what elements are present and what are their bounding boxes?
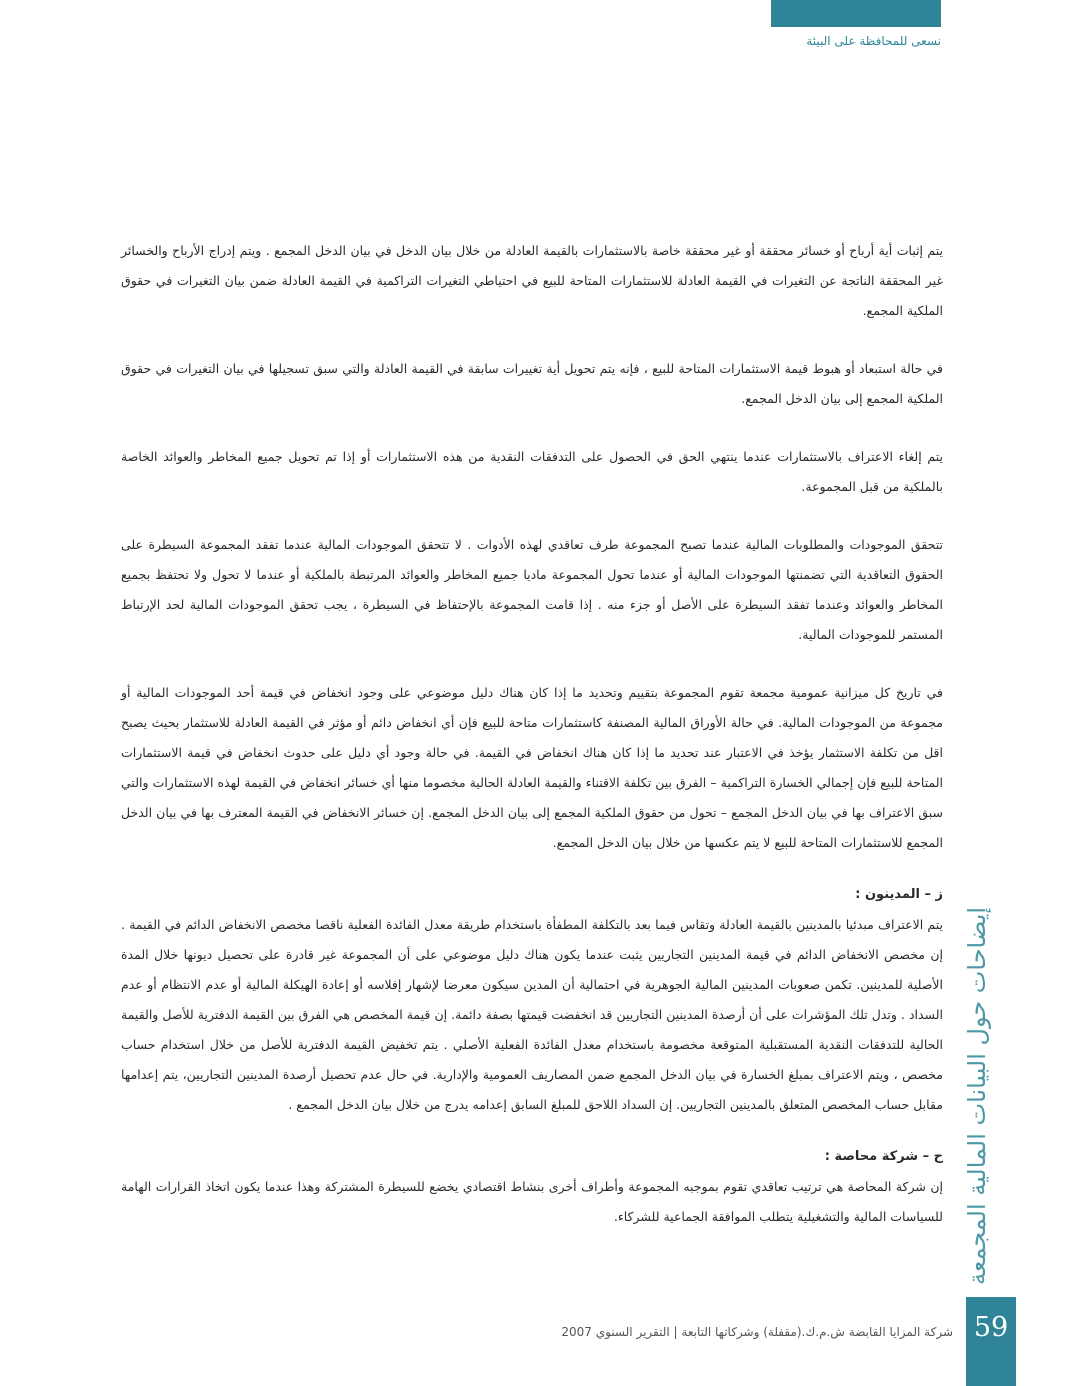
page-number: 59 bbox=[973, 1312, 1009, 1343]
paragraph-debtors: يتم الاعتراف مبدئيا بالمدينين بالقيمة العادلة وتقاس فيما بعد بالتكلفة المطفأة باستخدام طريقة معدل الفائدة الفعلية ناقصا مخصص الانخفاض الدائم في القيمة . إن مخصص الانخفاض الدائم في قيمة المدينين التجاريين يثبت عندما يكون هناك دليل موضوعي على أن المجموعة غير قادرة على تحصيل ديونها خلال المدة الأصلية للمدينين. تكمن صعوبات المدينين المالية الجوهرية في احتمالية أن المدين سيكون معرضا لإشهار إفلاسه أو إعادة الهيكلة المالية أو عدم الانتظام أو عدم السداد . وتدل تلك المؤشرات على أن أرصدة المدينين التجاريين قد انخفضت قيمتها بصفة دائمة. إن قيمة المخصص هي الفرق بين القيمة الدفترية للأصل والقيمة الحالية للتدفقات النقدية المستقبلية المتوقعة مخصومة باستخدام معدل الفائدة الفعلية الأصلي . يتم تخفيض القيمة الدفترية للأصل من خلال استخدام حساب مخصص ، ويتم الاعتراف بمبلغ الخسارة في بيان الدخل المجمع ضمن المصاريف العمومية والإدارية. في حال عدم تحصيل أرصدة المدينين التجاريين، يتم إعدامها مقابل حساب المخصص المتعلق بالمدينين التجاريين. إن السداد اللاحق للمبلغ السابق إعدامه يدرج من خلال بيان الدخل المجمع . bbox=[121, 917, 943, 1112]
main-content bbox=[121, 236, 943, 1232]
paragraph-disposal-of-investments: في حالة استبعاد أو هبوط قيمة الاستثمارات المتاحة للبيع ، فإنه يتم تحويل أية تغييرات سابقة في القيمة العادلة والتي سبق تسجيلها في بيان التغيرات في حقوق الملكية المجمع إلى بيان الدخل المجمع. bbox=[121, 361, 943, 406]
side-section-title: إيضاحات حول البيانات المالية المجمعة bbox=[963, 906, 991, 1285]
paragraph-joint-venture: إن شركة المحاصة هي ترتيب تعاقدي تقوم بموجبه المجموعة وأطراف أخرى بنشاط اقتصادي يخضع للسيطرة المشتركة وهذا عندما يكون اتخاذ القرارات الهامة للسياسات المالية والتشغيلية يتطلب الموافقة الجماعية للشركاء. bbox=[121, 1179, 943, 1224]
page-number-badge bbox=[966, 1297, 1016, 1386]
paragraph-derecognition-of-investments: يتم إلغاء الاعتراف بالاستثمارات عندما ينتهي الحق في الحصول على التدفقات النقدية من هذه الاستثمارات أو إذا تم تحويل جميع المخاطر والعوائد الخاصة بالملكية من قبل المجموعة. bbox=[121, 449, 943, 494]
footer-company-report: شركة المزايا القابضة ش.م.ك.(مقفلة) وشركاتها التابعة | التقرير السنوي 2007 bbox=[561, 1325, 953, 1339]
paragraph-fair-value-gains: يتم إثبات أية أرباح أو خسائر محققة أو غير محققة خاصة بالاستثمارات بالقيمة العادلة من خلال بيان الدخل في بيان الدخل المجمع . ويتم إدراج الأرباح والخسائر غير المحققة الناتجة عن التغيرات في القيمة العادلة للاستثمارات المتاحة للبيع في احتياطي التغيرات التراكمية في القيمة العادلة ضمن بيان التغيرات في حقوق الملكية المجمع. bbox=[121, 243, 943, 318]
paragraph-impairment: في تاريخ كل ميزانية عمومية مجمعة تقوم المجموعة بتقييم وتحديد ما إذا كان هناك دليل موضوعي على وجود انخفاض في قيمة أحد الموجودات المالية أو مجموعة من الموجودات المالية. في حالة الأوراق المالية المصنفة كاستثمارات متاحة للبيع فإن أي انخفاض دائم أو مؤثر في القيمة العادلة للاستثمار بحيث يصبح اقل من تكلفة الاستثمار يؤخذ في الاعتبار عند تحديد ما إذا كان هناك انخفاض في القيمة. في حالة وجود أي دليل على حدوث انخفاض في قيمة الاستثمارات المتاحة للبيع فإن إجمالي الخسارة التراكمية – الفرق بين تكلفة الاقتناء والقيمة العادلة الحالية مخصوما منها أي خسائر انخفاض في القيمة لهذه الاستثمارات والتي سبق الاعتراف بها في بيان الدخل المجمع – تحول من حقوق الملكية المجمع إلى بيان الدخل المجمع. إن خسائر الانخفاض في القيمة المعترف بها في بيان الدخل المجمع للاستثمارات المتاحة للبيع لا يتم عكسها من خلال بيان الدخل المجمع. bbox=[121, 685, 943, 850]
section-title-joint-venture: ح – شركة محاصة : bbox=[824, 1149, 943, 1164]
section-title-debtors: ز – المدينون : bbox=[855, 887, 943, 902]
paragraph-financial-assets-recognition: تتحقق الموجودات والمطلوبات المالية عندما تصبح المجموعة طرف تعاقدي لهذه الأدوات . لا تتحقق الموجودات المالية عندما تفقد المجموعة السيطرة على الحقوق التعاقدية التي تضمنتها الموجودات المالية أو عندما تحول المجموعة ماديا جميع المخاطر والعوائد المرتبطة بالملكية أو عندما لا تحول ولا تحتفظ بجميع المخاطر والعوائد وعندما تفقد السيطرة على الأصل أو جزء منه . إذا قامت المجموعة بالإحتفاظ في السيطرة ، يجب تحقق الموجودات المالية لحد الإرتباط المستمر للموجودات المالية. bbox=[121, 537, 943, 642]
header-accent-bar bbox=[771, 0, 941, 27]
header-tagline: نسعى للمحافظة على البيئة bbox=[806, 34, 941, 48]
